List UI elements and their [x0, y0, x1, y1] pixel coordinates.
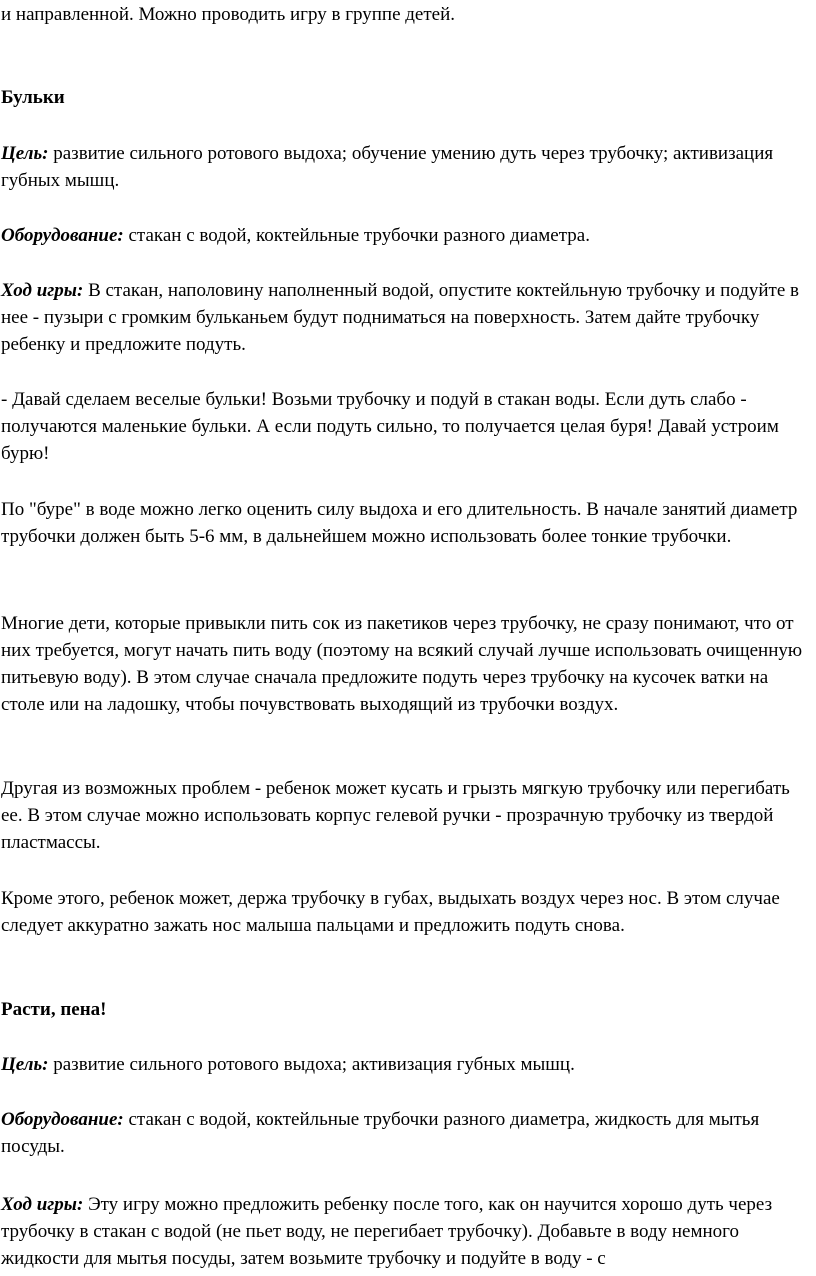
- game1-paragraph: По "буре" в воде можно легко оценить силу выдоха и его длительность. В начале занятий диаметр трубочки должен быть 5-6 мм, в дальнейшем можно использовать более тонкие трубочки.: [1, 499, 798, 547]
- game1-paragraph: - Давай сделаем веселые бульки! Возьми трубочку и подуй в стакан воды. Если дуть слабо - получаются маленькие бульки. А если подуть сильно, то получается целая буря! Давай устроим бурю!: [1, 389, 779, 464]
- game1-paragraph: Кроме этого, ребенок может, держа трубочку в губах, выдыхать воздух через нос. В этом случае следует аккуратно зажать нос малыша пальцами и предложить подуть снова.: [1, 888, 780, 936]
- game2-goal-label: Цель:: [1, 1054, 49, 1075]
- game1-equipment-label: Оборудование:: [1, 225, 124, 246]
- game2-goal-text: развитие сильного ротового выдоха; активизация губных мышц.: [48, 1054, 575, 1075]
- game2-procedure-label: Ход игры:: [1, 1194, 84, 1215]
- game1-procedure-label: Ход игры:: [1, 280, 84, 301]
- game1-procedure-paragraph: [1, 277, 811, 358]
- game1-goal-label: Цель:: [1, 143, 49, 164]
- game2-title: Расти, пена!: [1, 999, 107, 1020]
- game2-goal-paragraph: [1, 1051, 811, 1078]
- game1-procedure-text: В стакан, наполовину наполненный водой, опустите коктейльную трубочку и подуйте в нее - пузыри с громким бульканьем будут подниматься на поверхность. Затем дайте трубочку ребенку и предложите подуть.: [1, 280, 800, 355]
- game1-goal-paragraph: [1, 140, 811, 194]
- game2-equipment-label: Оборудование:: [1, 1109, 124, 1130]
- game2-equipment-paragraph: [1, 1106, 811, 1160]
- game2-procedure-text: Эту игру можно предложить ребенку после того, как он научится хорошо дуть через трубочку в стакан с водой (не пьет воду, не перегибает трубочку). Добавьте в воду немного жидкости для мытья посуды, затем возьмите трубочку и подуйте в воду - с: [1, 1194, 773, 1269]
- game1-equipment-paragraph: [1, 222, 811, 249]
- game1-paragraph: Многие дети, которые привыкли пить сок из пакетиков через трубочку, не сразу понимают, что от них требуется, могут начать пить воду (поэтому на всякий случай лучше использовать очищенную питьевую воду). В этом случае сначала предложите подуть через трубочку на кусочек ватки на столе или на ладошку, чтобы почувствовать выходящий из трубочки воздух.: [1, 613, 803, 715]
- intro-paragraph: и направленной. Можно проводить игру в группе детей.: [1, 4, 456, 25]
- game2-equipment-text: стакан с водой, коктейльные трубочки разного диаметра, жидкость для мытья посуды.: [1, 1109, 760, 1157]
- game1-equipment-text: стакан с водой, коктейльные трубочки разного диаметра.: [123, 225, 590, 246]
- game1-paragraph: Другая из возможных проблем - ребенок может кусать и грызть мягкую трубочку или перегибать ее. В этом случае можно использовать корпус гелевой ручки - прозрачную трубочку из твердой пластмассы.: [1, 778, 790, 853]
- game1-goal-text: развитие сильного ротового выдоха; обучение умению дуть через трубочку; активизация губных мышц.: [1, 143, 774, 191]
- game1-title: Бульки: [1, 87, 65, 108]
- game2-procedure-paragraph: [1, 1191, 811, 1272]
